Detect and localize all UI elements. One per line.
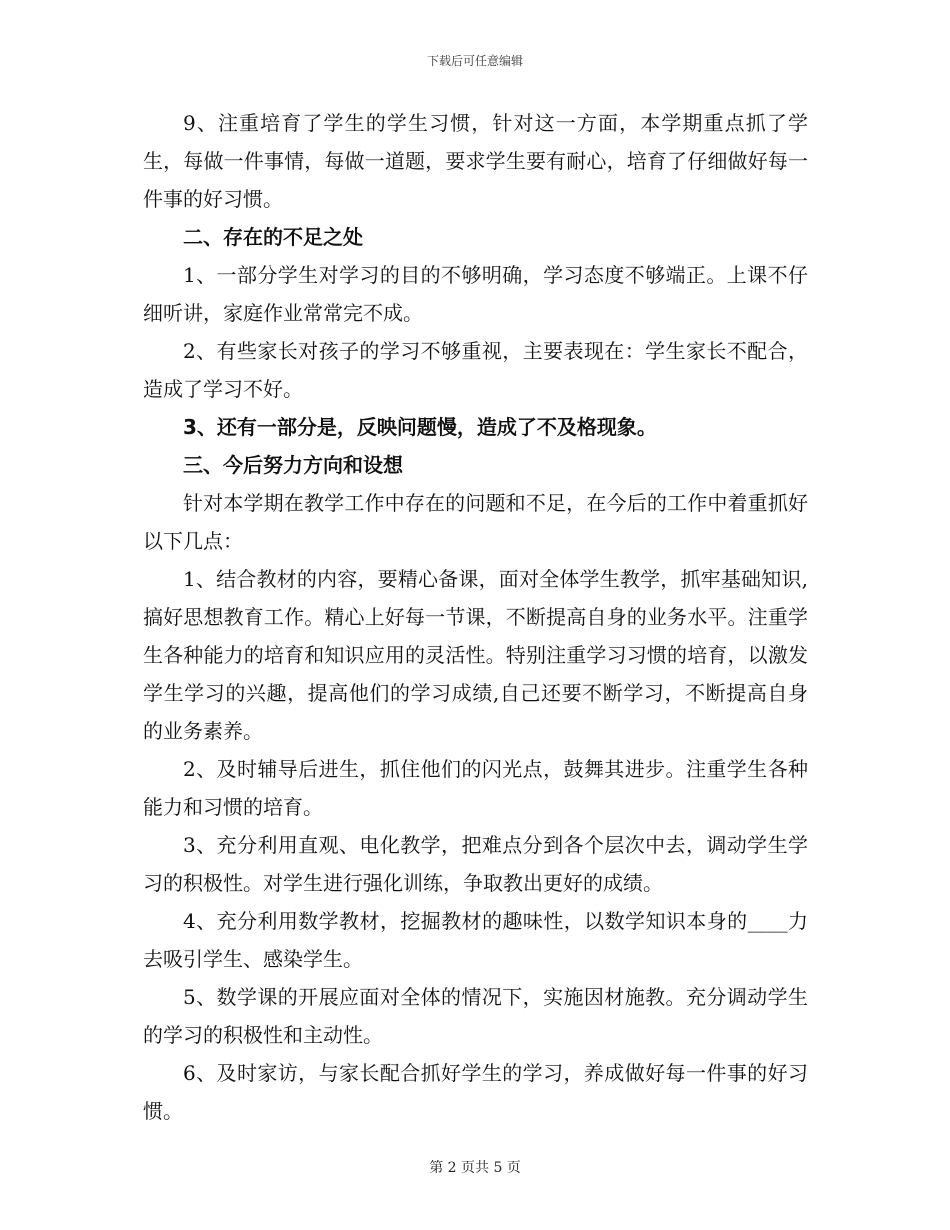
paragraph-shortcoming-2: 2、有些家长对孩子的学习不够重视，主要表现在：学生家长不配合，造成了学习不好。 bbox=[143, 339, 808, 401]
paragraph-plan-6: 6、及时家访，与家长配合抓好学生的学习，养成做好每一件事的好习惯。 bbox=[143, 1061, 808, 1123]
paragraph-plan-5: 5、数学课的开展应面对全体的情况下，实施因材施教。充分调动学生的学习的积极性和主动性。 bbox=[143, 985, 808, 1047]
paragraph-plan-3: 3、充分利用直观、电化教学，把难点分到各个层次中去，调动学生学习的积极性。对学生进行强化训练，争取教出更好的成绩。 bbox=[143, 833, 808, 895]
paragraph-shortcoming-3: 3、还有一部分是，反映问题慢，造成了不及格现象。 bbox=[183, 415, 657, 439]
document-body bbox=[143, 104, 808, 1130]
paragraph-habit-training: 9、注重培育了学生的学生习惯，针对这一方面，本学期重点抓了学生，每做一件事情，每做一道题，要求学生要有耐心，培育了仔细做好每一件事的好习惯。 bbox=[143, 111, 808, 211]
page-footer: 第 2 页共 5 页 bbox=[429, 1160, 521, 1176]
paragraph-plans-intro: 针对本学期在教学工作中存在的问题和不足，在今后的工作中着重抓好以下几点： bbox=[143, 491, 808, 553]
paragraph-plan-2: 2、及时辅导后进生，抓住他们的闪光点，鼓舞其进步。注重学生各种能力和习惯的培育。 bbox=[143, 757, 808, 819]
paragraph-shortcoming-1: 1、一部分学生对学习的目的不够明确，学习态度不够端正。上课不仔细听讲，家庭作业常常完不成。 bbox=[143, 263, 808, 325]
page-header: 下载后可任意编辑 bbox=[426, 54, 523, 68]
section-heading-shortcomings: 二、存在的不足之处 bbox=[183, 225, 363, 249]
paragraph-plan-1: 1、结合教材的内容，要精心备课，面对全体学生教学，抓牢基础知识,搞好思想教育工作。精心上好每一节课，不断提高自身的业务水平。注重学生各种能力的培育和知识应用的灵活性。特别注重学习习惯的培育，以激发学生学习的兴趣，提高他们的学习成绩,自己还要不断学习，不断提高自身的业务素养。 bbox=[143, 567, 808, 743]
paragraph-plan-4: 4、充分利用数学教材，挖掘教材的趣味性，以数学知识本身的____力去吸引学生、感染学生。 bbox=[143, 909, 808, 971]
section-heading-future-plans: 三、今后努力方向和设想 bbox=[183, 453, 403, 477]
